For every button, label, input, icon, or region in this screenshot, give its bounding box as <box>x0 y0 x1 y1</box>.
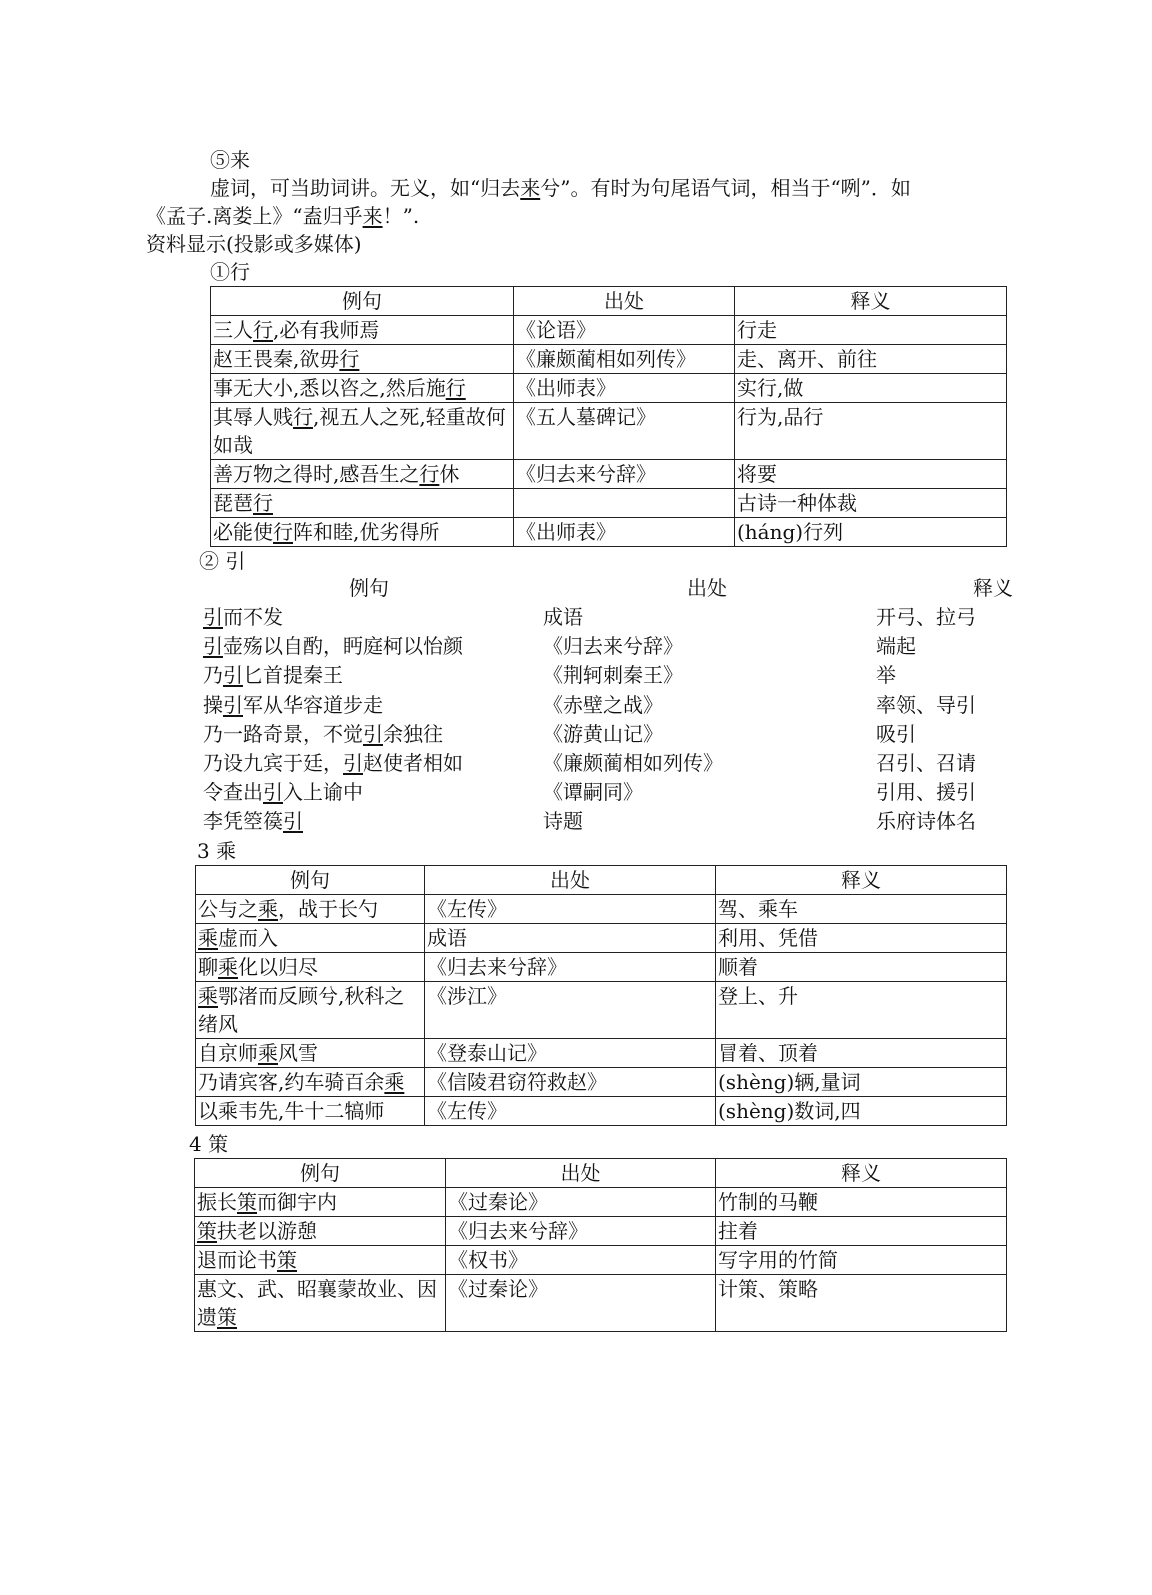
cheng-table <box>195 865 1007 1126</box>
table-row <box>196 895 1007 924</box>
meaning-cell: 召引、召请 <box>876 751 976 775</box>
meaning-cell: 古诗一种体裁 <box>735 489 1007 518</box>
example-text: 阵和睦,优劣得所 <box>293 520 440 544</box>
example-text: 事无大小,悉以咨之,然后施 <box>213 376 446 400</box>
example-text: 必能使 <box>213 520 273 544</box>
table-row <box>195 1246 1007 1275</box>
source-cell: 诗题 <box>543 809 583 834</box>
table-header-row <box>211 287 1007 316</box>
table-row <box>211 489 1007 518</box>
meaning-cell: 冒着、顶着 <box>716 1039 1007 1068</box>
example-keyword: 引 <box>283 809 303 834</box>
source-cell: 《赤壁之战》 <box>543 692 663 717</box>
source-cell: 《左传》 <box>425 1097 716 1126</box>
meaning-cell: 行为,品行 <box>735 403 1007 460</box>
xing-heading: ①行 <box>210 260 250 284</box>
source-cell: 《登泰山记》 <box>425 1039 716 1068</box>
example-keyword: 引 <box>343 751 363 775</box>
column-header: 例句 <box>195 1159 446 1188</box>
lai-keyword: 来 <box>362 204 383 228</box>
source-cell: 《过秦论》 <box>446 1188 716 1217</box>
example-cell <box>211 374 514 403</box>
column-header: 例句 <box>349 576 389 600</box>
example-keyword: 引 <box>363 721 383 746</box>
table-header-row <box>196 866 1007 895</box>
meaning-cell: 端起 <box>876 634 916 659</box>
example-text: 化以归尽 <box>238 955 318 979</box>
source-cell: 《过秦论》 <box>446 1275 716 1332</box>
table-row <box>211 460 1007 489</box>
meaning-cell: 计策、策略 <box>716 1275 1007 1332</box>
meaning-cell: 利用、凭借 <box>716 924 1007 953</box>
table-row <box>196 982 1007 1039</box>
source-cell <box>514 489 735 518</box>
table-row <box>196 953 1007 982</box>
example-text: 善万物之得时,感吾生之 <box>213 462 420 486</box>
example-text: 惠文、武、昭襄蒙故业、因遗 <box>197 1277 437 1329</box>
example-keyword: 乘 <box>198 984 218 1008</box>
column-header: 例句 <box>211 287 514 316</box>
source-cell: 《信陵君窃符救赵》 <box>425 1068 716 1097</box>
example-cell <box>211 316 514 345</box>
example-cell <box>196 1068 425 1097</box>
column-header: 释义 <box>973 576 1013 600</box>
example-text: 操 <box>203 692 223 717</box>
example-keyword: 行 <box>273 520 293 544</box>
example-keyword: 行 <box>253 491 273 515</box>
example-text: 振长 <box>197 1190 237 1214</box>
example-cell <box>211 345 514 374</box>
meaning-cell: 乐府诗体名 <box>876 809 976 834</box>
example-keyword: 策 <box>217 1305 237 1329</box>
ce-heading: 4 策 <box>189 1132 229 1156</box>
example-cell <box>196 1097 425 1126</box>
table-row <box>196 1039 1007 1068</box>
example-text: 乃设九宾于廷， <box>203 751 343 775</box>
example-cell <box>203 603 283 631</box>
example-text: 乃请宾客,约车骑百余 <box>198 1070 385 1094</box>
column-header: 例句 <box>196 866 425 895</box>
meaning-cell: (háng)行列 <box>735 518 1007 547</box>
source-cell: 《廉颇蔺相如列传》 <box>514 345 735 374</box>
column-header: 释义 <box>735 287 1007 316</box>
example-cell <box>196 982 425 1039</box>
meaning-cell: 顺着 <box>716 953 1007 982</box>
material-title: 资料显示(投影或多媒体) <box>146 232 362 256</box>
table-row <box>211 345 1007 374</box>
source-cell: 《荆轲刺秦王》 <box>543 663 683 688</box>
source-cell: 成语 <box>543 605 583 629</box>
example-cell <box>195 1275 446 1332</box>
meaning-cell: 开弓、拉弓 <box>876 605 976 629</box>
yin-heading: ② 引 <box>199 549 246 573</box>
table-row <box>211 374 1007 403</box>
meaning-cell: 实行,做 <box>735 374 1007 403</box>
column-header: 出处 <box>514 287 735 316</box>
example-text: 虚而入 <box>218 926 278 950</box>
example-keyword: 乘 <box>258 897 278 921</box>
source-cell: 《涉江》 <box>425 982 716 1039</box>
xing-table <box>210 286 1007 547</box>
example-text: ，战于长勺 <box>278 897 378 921</box>
source-cell: 《论语》 <box>514 316 735 345</box>
example-keyword: 策 <box>277 1248 297 1272</box>
column-header: 出处 <box>446 1159 716 1188</box>
example-text: 乃一路奇景，不觉 <box>203 721 363 746</box>
meaning-cell: (shèng)数词,四 <box>716 1097 1007 1126</box>
meaning-cell: 将要 <box>735 460 1007 489</box>
example-text: 入上谕中 <box>283 780 363 805</box>
example-cell <box>196 953 425 982</box>
source-cell: 《出师表》 <box>514 518 735 547</box>
example-text: 琵琶 <box>213 491 253 515</box>
example-cell <box>203 691 383 719</box>
meaning-cell: 走、离开、前往 <box>735 345 1007 374</box>
example-cell <box>195 1246 446 1275</box>
example-cell <box>211 489 514 518</box>
source-cell: 《出师表》 <box>514 374 735 403</box>
meaning-cell: 写字用的竹简 <box>716 1246 1007 1275</box>
example-text: 三人 <box>213 318 253 342</box>
source-cell: 《权书》 <box>446 1246 716 1275</box>
source-cell: 《谭嗣同》 <box>543 780 643 805</box>
example-keyword: 引 <box>263 780 283 805</box>
meaning-cell: 举 <box>876 663 896 688</box>
example-keyword: 乘 <box>218 955 238 979</box>
example-text: 聊 <box>198 955 218 979</box>
example-text: 其辱人贱 <box>213 405 293 429</box>
example-cell <box>211 403 514 460</box>
lai-heading: ⑤来 <box>210 148 250 172</box>
table-row <box>211 403 1007 460</box>
example-keyword: 行 <box>339 347 360 371</box>
example-keyword: 行 <box>293 405 313 429</box>
column-header: 释义 <box>716 1159 1007 1188</box>
example-keyword: 引 <box>203 605 223 629</box>
source-cell: 《五人墓碑记》 <box>514 403 735 460</box>
table-row <box>195 1188 1007 1217</box>
example-text: 以乘韦先,牛十二犒师 <box>198 1099 385 1123</box>
table-row <box>195 1275 1007 1332</box>
column-header: 出处 <box>425 866 716 895</box>
example-text: 壶殇以自酌，眄庭柯以怡颜 <box>223 634 463 659</box>
example-text: 而御宇内 <box>257 1190 337 1214</box>
lai-keyword: 来 <box>520 176 541 200</box>
source-cell: 《廉颇蔺相如列传》 <box>543 751 723 775</box>
example-text: 余独往 <box>383 721 443 746</box>
example-text: 乃 <box>203 663 223 688</box>
example-text: 匕首提秦王 <box>243 663 343 688</box>
table-row <box>196 1068 1007 1097</box>
table-row <box>195 1217 1007 1246</box>
source-cell: 《左传》 <box>425 895 716 924</box>
source-cell: 成语 <box>425 924 716 953</box>
ce-table <box>194 1158 1007 1332</box>
table-row <box>211 518 1007 547</box>
example-text: 公与之 <box>198 897 258 921</box>
example-text: ,视五人之死,轻重故何如哉 <box>213 405 506 457</box>
example-keyword: 行 <box>445 376 466 400</box>
example-text: 自京师 <box>198 1041 258 1065</box>
column-header: 出处 <box>687 576 727 600</box>
example-text: 令查出 <box>203 780 263 805</box>
example-cell <box>196 1039 425 1068</box>
cheng-heading: 3 乘 <box>197 839 237 863</box>
example-text: 赵使者相如 <box>363 751 463 775</box>
example-keyword: 行 <box>419 462 440 486</box>
meaning-cell: 登上、升 <box>716 982 1007 1039</box>
example-cell <box>195 1188 446 1217</box>
example-text: ,必有我师焉 <box>273 318 380 342</box>
example-keyword: 引 <box>203 634 223 659</box>
example-text: 扶老以游憩 <box>217 1219 317 1243</box>
example-text: 军从华容道步走 <box>243 692 383 717</box>
table-header-row <box>195 1159 1007 1188</box>
example-keyword: 乘 <box>198 926 218 950</box>
column-header: 释义 <box>716 866 1007 895</box>
example-text: 鄂渚而反顾兮,秋科之绪风 <box>198 984 405 1036</box>
example-text: 风雪 <box>278 1041 318 1065</box>
example-cell <box>203 749 463 777</box>
meaning-cell: 驾、乘车 <box>716 895 1007 924</box>
meaning-cell: 拄着 <box>716 1217 1007 1246</box>
example-keyword: 策 <box>237 1190 257 1214</box>
example-text: 李凭箜篌 <box>203 809 283 834</box>
example-cell <box>203 661 343 689</box>
example-keyword: 引 <box>223 663 243 688</box>
meaning-cell: 吸引 <box>876 721 916 746</box>
example-cell <box>196 924 425 953</box>
example-cell <box>211 518 514 547</box>
meaning-cell: 竹制的马鞭 <box>716 1188 1007 1217</box>
meaning-cell: (shèng)辆,量词 <box>716 1068 1007 1097</box>
example-cell <box>195 1217 446 1246</box>
example-cell <box>203 778 363 806</box>
example-text: 休 <box>439 462 460 486</box>
lai-line-1: 虚词，可当助词讲。无义，如“归去来兮”。有时为句尾语气词，相当于“咧”．如 <box>210 176 911 200</box>
example-cell <box>203 807 303 835</box>
example-keyword: 乘 <box>258 1041 278 1065</box>
example-cell <box>203 632 463 660</box>
example-keyword: 引 <box>223 692 243 717</box>
table-row <box>196 924 1007 953</box>
meaning-cell: 行走 <box>735 316 1007 345</box>
example-text: 而不发 <box>223 605 283 629</box>
example-cell <box>196 895 425 924</box>
source-cell: 《游黄山记》 <box>543 721 663 746</box>
table-row <box>196 1097 1007 1126</box>
example-keyword: 行 <box>253 318 273 342</box>
example-keyword: 乘 <box>384 1070 405 1094</box>
meaning-cell: 引用、援引 <box>876 780 976 805</box>
meaning-cell: 率领、导引 <box>876 692 976 717</box>
example-keyword: 策 <box>197 1219 217 1243</box>
source-cell: 《归去来兮辞》 <box>446 1217 716 1246</box>
table-row <box>211 316 1007 345</box>
source-cell: 《归去来兮辞》 <box>514 460 735 489</box>
example-text: 赵王畏秦,欲毋 <box>213 347 340 371</box>
example-cell <box>203 720 443 748</box>
example-text: 退而论书 <box>197 1248 277 1272</box>
source-cell: 《归去来兮辞》 <box>425 953 716 982</box>
lai-line-2: 《孟子.离娄上》“盍归乎来！”. <box>146 204 420 228</box>
source-cell: 《归去来兮辞》 <box>543 634 683 659</box>
example-cell <box>211 460 514 489</box>
